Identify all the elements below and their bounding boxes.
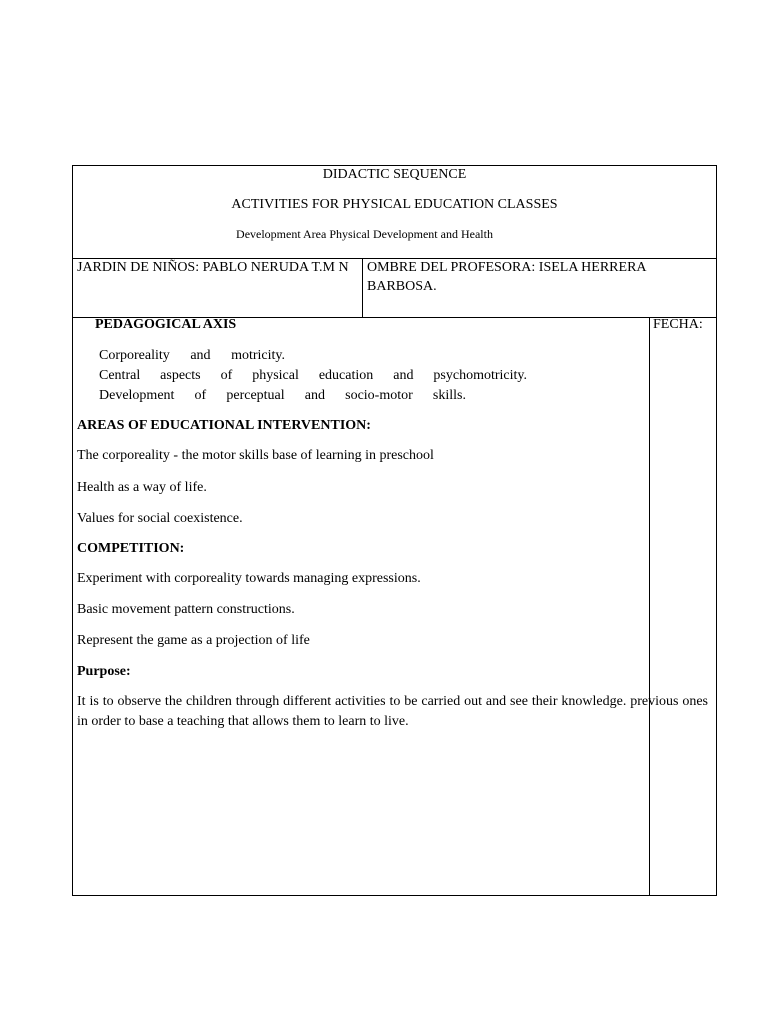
column-divider — [649, 317, 650, 895]
axis-item: Development of perceptual and socio-motor skills. — [99, 388, 466, 403]
pedagogical-axis-heading: PEDAGOGICAL AXIS — [95, 317, 237, 332]
document-title: DIDACTIC SEQUENCE — [322, 167, 467, 182]
competition-heading: COMPETITION: — [77, 541, 185, 556]
areas-heading: AREAS OF EDUCATIONAL INTERVENTION: — [77, 418, 371, 433]
school-name: JARDIN DE NIÑOS: PABLO NERUDA T.M N — [77, 260, 349, 275]
didactic-sequence-table — [72, 165, 717, 896]
competition-item: Basic movement pattern constructions. — [77, 602, 295, 617]
area-item: Values for social coexistence. — [77, 511, 243, 526]
teacher-name: OMBRE DEL PROFESORA: ISELA HERRERA BARBOSA. — [367, 260, 646, 294]
header-cell — [73, 166, 716, 259]
purpose-text: It is to observe the children through different activities to be carried out and see their knowledge. previous ones in order to base a teaching that allows them to learn to live. — [77, 694, 708, 729]
content-row — [73, 317, 716, 895]
fecha-label: FECHA: — [653, 317, 703, 332]
column-divider — [362, 258, 363, 317]
area-item: The corporeality - the motor skills base of learning in preschool — [77, 448, 434, 463]
competition-item: Represent the game as a projection of life — [77, 633, 310, 648]
area-item: Health as a way of life. — [77, 480, 207, 495]
development-area: Development Area Physical Development and Health — [236, 227, 493, 241]
axis-item: Corporeality and motricity. — [99, 348, 285, 363]
purpose-heading: Purpose: — [77, 664, 131, 679]
axis-item: Central aspects of physical education and psychomotricity. — [99, 368, 527, 383]
competition-item: Experiment with corporeality towards managing expressions. — [77, 571, 421, 586]
document-subtitle: ACTIVITIES FOR PHYSICAL EDUCATION CLASSES — [231, 197, 558, 212]
info-row — [73, 258, 716, 318]
